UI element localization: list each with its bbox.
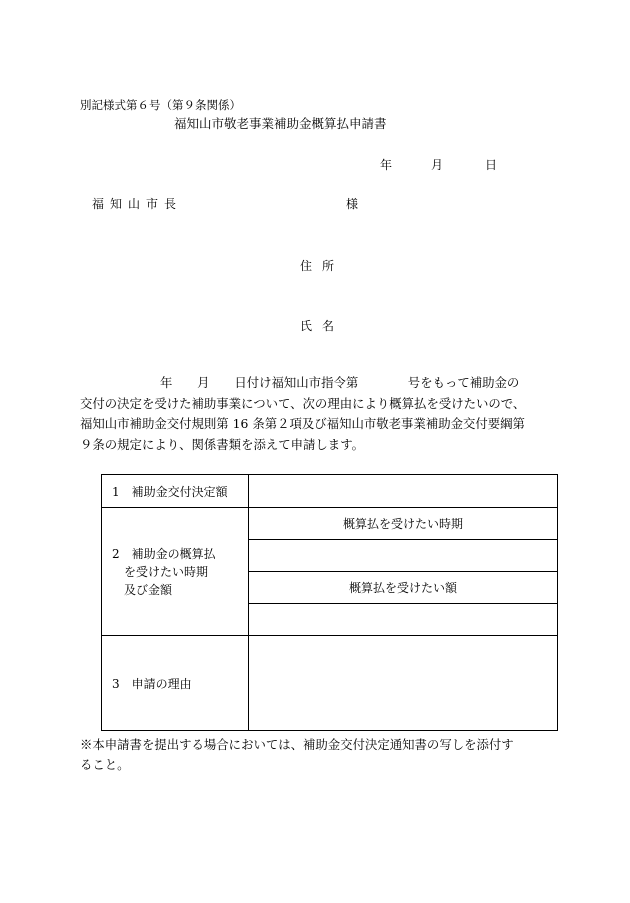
advance-amount-field[interactable] bbox=[249, 604, 558, 636]
address-label: 住所 bbox=[300, 259, 345, 273]
honorific: 様 bbox=[346, 197, 359, 211]
name-label: 氏名 bbox=[300, 319, 345, 333]
grant-amount-field[interactable] bbox=[249, 475, 558, 508]
date-month-label: 月 bbox=[431, 158, 444, 172]
note-text bbox=[80, 735, 560, 775]
advance-payment-label-line: を受けたい時期 bbox=[124, 564, 209, 579]
application-table bbox=[101, 474, 558, 731]
advance-payment-label bbox=[102, 508, 249, 636]
body-line: 福知山市補助金交付規則第 16 条第２項及び福知山市敬老事業補助金交付要綱第 bbox=[80, 416, 525, 431]
reason-label: 3 申請の理由 bbox=[102, 636, 249, 731]
advance-time-header: 概算払を受けたい時期 bbox=[249, 508, 558, 540]
grant-amount-label: 1 補助金交付決定額 bbox=[102, 475, 249, 508]
body-line: ９条の規定により、関係書類を添えて申請します。 bbox=[80, 436, 364, 452]
body-line: 年 月 日付け福知山市指令第 号をもって補助金の bbox=[160, 375, 520, 390]
addressee: 福知山市長 bbox=[92, 197, 183, 211]
note-line: ※本申請書を提出する場合においては、補助金交付決定通知書の写しを添付す bbox=[80, 737, 514, 752]
advance-payment-label-line: 2 補助金の概算払 bbox=[112, 546, 216, 561]
body-line: 交付の決定を受けた補助事業について、次の理由により概算払を受けたいので、 bbox=[80, 395, 526, 411]
advance-time-field[interactable] bbox=[249, 540, 558, 572]
date-day-label: 日 bbox=[485, 158, 498, 172]
reason-field[interactable] bbox=[249, 636, 558, 731]
note-line: ること。 bbox=[80, 757, 130, 772]
advance-amount-header: 概算払を受けたい額 bbox=[249, 572, 558, 604]
form-number: 別記様式第６号（第９条関係） bbox=[80, 98, 241, 112]
document-title: 福知山市敬老事業補助金概算払申請書 bbox=[174, 116, 387, 131]
date-year-label: 年 bbox=[380, 158, 393, 172]
body-text bbox=[80, 373, 560, 455]
advance-payment-label-line: 及び金額 bbox=[124, 582, 173, 597]
